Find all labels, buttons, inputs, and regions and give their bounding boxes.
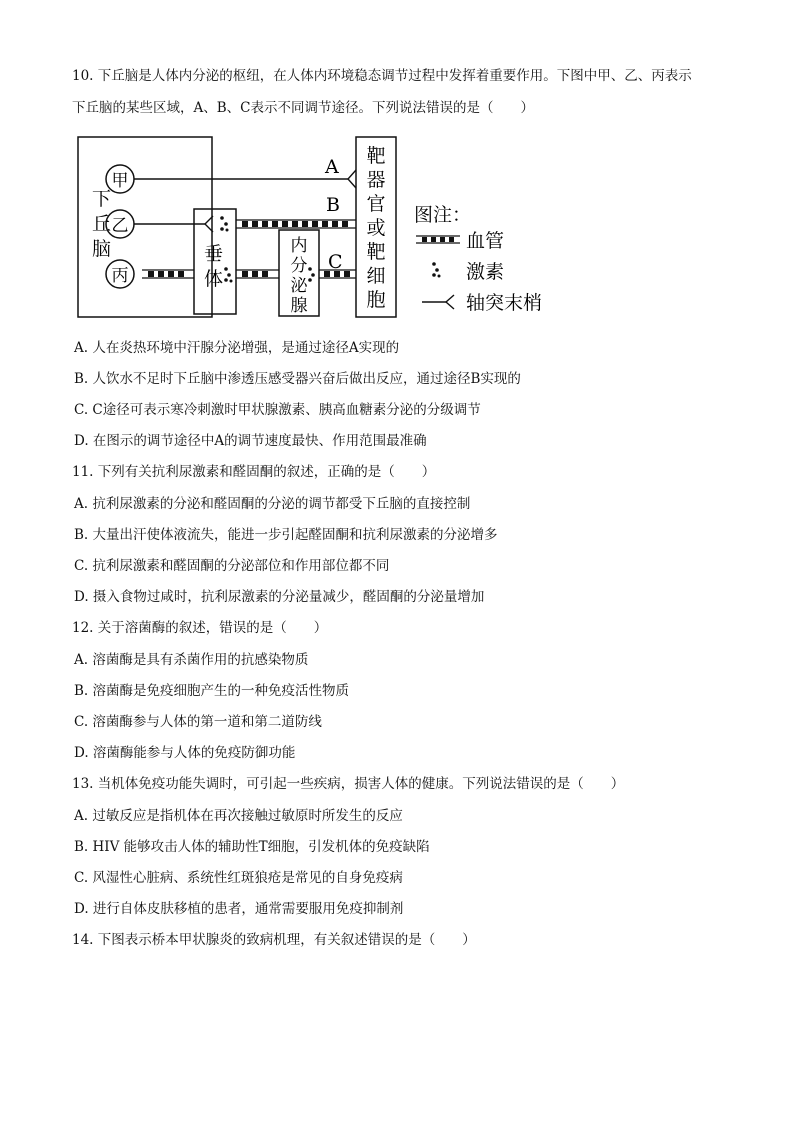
- q11-stem: 11. 下列有关抗利尿激素和醛固酮的叙述，正确的是（ ）: [72, 464, 436, 480]
- legend-axon-terminal-icon: [422, 295, 454, 309]
- hypothalamus-label-1: 下: [92, 188, 112, 210]
- q13-option-b: B. HIV 能够攻击人体的辅助性T细胞，引发机体的免疫缺陷: [74, 839, 430, 855]
- gland-label-3: 泌: [290, 276, 308, 296]
- q11-option-a: A. 抗利尿激素的分泌和醛固酮的分泌的调节都受下丘脑的直接控制: [74, 496, 471, 512]
- q12-option-b: B. 溶菌酶是免疫细胞产生的一种免疫活性物质: [74, 683, 350, 699]
- q10-stem-line2: 下丘脑的某些区域，A、B、C表示不同调节途径。下列说法错误的是（ ）: [72, 100, 534, 116]
- legend-axon-terminal-label: 轴突末梢: [466, 292, 543, 314]
- pathway-a-axon-terminal: [348, 170, 356, 188]
- q10-stem-line1: 10. 下丘脑是人体内分泌的枢纽，在人体内环境稳态调节过程中发挥着重要作用。下图中甲、乙、丙表示: [72, 68, 692, 84]
- q13-stem: 13. 当机体免疫功能失调时，可引起一些疾病，损害人体的健康。下列说法错误的是（ ）: [72, 776, 625, 792]
- q11-option-d: D. 摄入食物过咸时，抗利尿激素的分泌量减少，醛固酮的分泌量增加: [74, 589, 485, 605]
- target-label-3: 官: [366, 193, 386, 215]
- q12-stem: 12. 关于溶菌酶的叙述，错误的是（ ）: [72, 620, 328, 636]
- pathway-b-blood-vessel: [236, 220, 356, 228]
- target-label-6: 细: [366, 265, 386, 287]
- legend-blood-vessel-label: 血管: [466, 230, 505, 252]
- q13-option-a: A. 过敏反应是指机体在再次接触过敏原时所发生的反应: [74, 808, 403, 824]
- pituitary-label-2: 体: [204, 268, 224, 290]
- legend-hormone-label: 激素: [466, 261, 505, 283]
- target-label-7: 胞: [366, 289, 386, 311]
- q10-option-b: B. 人饮水不足时下丘脑中渗透压感受器兴奋后做出反应，通过途径B实现的: [74, 371, 521, 387]
- hypothalamus-label-2: 丘: [92, 213, 112, 235]
- q12-option-c: C. 溶菌酶参与人体的第一道和第二道防线: [74, 714, 322, 730]
- legend-hormone-icon: [432, 262, 440, 277]
- q13-option-d: D. 进行自体皮肤移植的患者，通常需要服用免疫抑制剂: [74, 901, 404, 917]
- pathway-c-vessel-1: [142, 270, 194, 278]
- q14-stem: 14. 下图表示桥本甲状腺炎的致病机理，有关叙述错误的是（ ）: [72, 932, 476, 948]
- target-label-1: 靶: [366, 145, 386, 167]
- q10-option-c: C. C途径可表示寒冷刺激时甲状腺激素、胰高血糖素分泌的分级调节: [74, 402, 481, 418]
- legend-title: 图注：: [414, 204, 472, 226]
- region-yi-label: 乙: [111, 216, 129, 236]
- q10-option-a: A. 人在炎热环境中汗腺分泌增强，是通过途径A实现的: [74, 340, 400, 356]
- region-jia-label: 甲: [111, 171, 129, 191]
- pathway-b-hormone-dots: [220, 216, 228, 231]
- region-bing-label: 丙: [111, 266, 129, 286]
- gland-label-1: 内: [290, 236, 308, 256]
- legend-blood-vessel-icon: [416, 236, 460, 243]
- target-label-2: 器: [366, 169, 386, 191]
- hypothalamus-diagram: [72, 130, 572, 325]
- q12-option-d: D. 溶菌酶能参与人体的免疫防御功能: [74, 745, 296, 761]
- q13-option-c: C. 风湿性心脏病、系统性红斑狼疮是常见的自身免疫病: [74, 870, 403, 886]
- q10-option-d: D. 在图示的调节途径中A的调节速度最快、作用范围最准确: [74, 433, 427, 449]
- pathway-c-hormone-dots-1: [224, 267, 232, 282]
- pathway-c-vessel-2: [236, 270, 279, 278]
- q11-option-b: B. 大量出汗使体液流失，能进一步引起醛固酮和抗利尿激素的分泌增多: [74, 527, 498, 543]
- pathway-c-hormone-dots-2: [308, 267, 315, 282]
- target-label-5: 靶: [366, 241, 386, 263]
- pathway-c-label: C: [328, 251, 343, 273]
- pathway-a-label: A: [325, 156, 339, 178]
- pathway-b-label: B: [326, 194, 340, 216]
- hypothalamus-label-3: 脑: [92, 238, 112, 260]
- q11-option-c: C. 抗利尿激素和醛固酮的分泌部位和作用部位都不同: [74, 558, 390, 574]
- pituitary-label-1: 垂: [204, 243, 224, 265]
- gland-label-2: 分: [290, 256, 308, 276]
- target-label-4: 或: [366, 217, 386, 239]
- gland-label-4: 腺: [290, 296, 308, 316]
- q12-option-a: A. 溶菌酶是具有杀菌作用的抗感染物质: [74, 652, 309, 668]
